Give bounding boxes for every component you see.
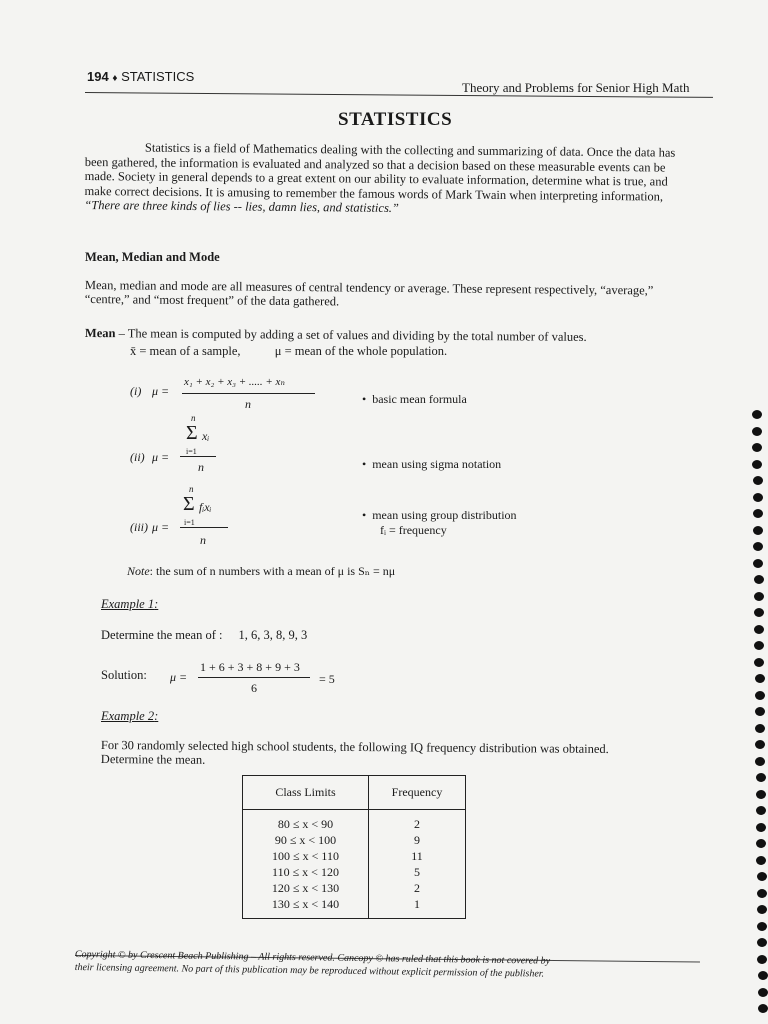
table-row: 1	[414, 897, 420, 911]
binding-hole	[753, 493, 763, 502]
formula-3-upper: n	[189, 484, 194, 494]
binding-hole	[753, 559, 763, 568]
binding-hole	[754, 625, 764, 634]
sigma-icon: Σ	[183, 493, 195, 515]
formula-3-number: (iii)	[130, 520, 148, 534]
note-text: : the sum of n numbers with a mean of μ is Sₙ = nμ	[149, 564, 396, 578]
formula-1-fraction-bar	[182, 393, 315, 394]
binding-hole	[756, 856, 766, 865]
solution-numerator: 1 + 6 + 3 + 8 + 9 + 3	[200, 660, 300, 674]
formula-2-lhs: μ =	[152, 450, 170, 464]
solution-label: Solution:	[101, 668, 147, 682]
twain-quote: “There are three kinds of lies -- lies, damn lies, and statistics.”	[84, 197, 400, 216]
binding-hole	[756, 839, 766, 848]
book-title: Theory and Problems for Senior High Math	[462, 80, 690, 95]
section-heading: Mean, Median and Mode	[85, 250, 220, 264]
binding-hole	[753, 476, 763, 485]
binding-hole	[757, 905, 767, 914]
formula-2-number: (ii)	[130, 450, 145, 464]
mean-symbols	[130, 344, 447, 359]
frequency-def: fᵢ = frequency	[380, 523, 447, 537]
binding-hole	[752, 460, 762, 469]
binding-hole	[754, 608, 764, 617]
binding-hole	[755, 691, 765, 700]
binding-hole	[757, 955, 767, 964]
table-header-frequency: Frequency	[369, 776, 466, 810]
formula-3-lhs: μ =	[152, 520, 170, 534]
mean-definition	[85, 326, 587, 345]
table-row: 9	[414, 833, 420, 847]
solution-mu: μ =	[170, 670, 188, 684]
formula-1-lhs: μ =	[152, 384, 170, 398]
table-row: 11	[411, 849, 423, 863]
table-header-class-limits: Class Limits	[243, 776, 369, 810]
central-tendency-paragraph: Mean, median and mode are all measures of central tendency or average. These represent respectively, “average,” “centre,” and “most frequent” of the data gathered.	[84, 278, 654, 309]
formula-3-term: fᵢxᵢ	[199, 500, 212, 514]
solution-result: = 5	[319, 672, 335, 686]
table-row: 120 ≤ x < 130	[271, 881, 340, 895]
formula-2-lower: i=1	[186, 447, 197, 456]
formula-1-denominator: n	[245, 397, 251, 411]
binding-hole	[754, 658, 764, 667]
binding-hole	[754, 592, 764, 601]
binding-hole	[758, 988, 768, 997]
formula-2-term: xᵢ	[202, 429, 210, 443]
formula-2-upper: n	[191, 413, 196, 423]
mean-text: – The mean is computed by adding a set of values and dividing by the total number of values.	[115, 326, 587, 344]
binding-hole	[752, 410, 762, 419]
class-limits-cell	[243, 810, 369, 919]
formula-2-denominator: n	[198, 460, 204, 474]
table-row: 80 ≤ x < 90	[277, 817, 334, 831]
table-row: 130 ≤ x < 140	[271, 897, 340, 911]
table-row: 2	[414, 881, 420, 895]
table-row: 5	[414, 865, 420, 879]
copyright-footer	[75, 948, 715, 983]
formula-2-fraction-bar	[180, 456, 216, 457]
binding-hole	[755, 707, 765, 716]
formula-3-denominator: n	[200, 533, 206, 547]
formula-1-numerator: x₁ + x₂ + x₃ + ..... + xₙ	[184, 376, 285, 388]
footer-line-2: their licensing agreement. No part of this publication may be reproduced without explicit permission of the publisher.	[74, 961, 545, 980]
binding-hole	[756, 773, 766, 782]
binding-hole	[754, 641, 764, 650]
population-mean: μ = mean of the whole population.	[274, 344, 448, 358]
binding-hole	[757, 889, 767, 898]
binding-hole	[752, 427, 762, 436]
solution-fraction-bar	[198, 677, 310, 678]
example-1-prompt: Determine the mean of : 1, 6, 3, 8, 9, 3	[101, 628, 308, 642]
example-2-text: For 30 randomly selected high school students, the following IQ frequency distribution was obtained. Determine the mean.	[100, 738, 609, 767]
example-1-values: 1, 6, 3, 8, 9, 3	[238, 628, 308, 642]
formula-1-number: (i)	[130, 384, 142, 398]
binding-hole	[756, 790, 766, 799]
formula-3-lower: i=1	[184, 518, 195, 527]
binding-hole	[755, 724, 765, 733]
binding-hole	[752, 443, 762, 452]
binding-hole	[758, 1004, 768, 1013]
binding-hole	[755, 674, 765, 683]
frequency-cell	[369, 810, 466, 919]
running-header-left	[87, 69, 194, 84]
formula-3-fraction-bar	[180, 527, 228, 528]
intro-text: Statistics is a field of Mathematics dealing with the collecting and summarizing of data. Once the data has been gathered, the information is evaluated and analyzed so that a decision based on these measurable events can be made. Society in general depends to a great extent on our ability to evaluate information, determine what is true, and make correct decisions. It is amusing to remember the famous words of Mark Twain when interpreting information,	[84, 140, 676, 204]
table-row: 100 ≤ x < 110	[272, 849, 339, 863]
table-row: 2	[414, 817, 420, 831]
formula-2-desc: • mean using sigma notation	[362, 457, 502, 471]
binding-hole	[757, 872, 767, 881]
table-row: 90 ≤ x < 100	[274, 833, 337, 847]
example-2-heading: Example 2:	[101, 709, 159, 723]
binding-hole	[757, 938, 767, 947]
mean-label: Mean	[84, 326, 116, 341]
solution-denominator: 6	[251, 681, 257, 695]
intro-paragraph	[84, 140, 695, 218]
formula-3-desc: • mean using group distribution	[362, 508, 517, 522]
binding-hole	[755, 757, 765, 766]
iq-frequency-table	[242, 775, 466, 919]
binding-hole	[756, 823, 766, 832]
binding-hole	[758, 971, 768, 980]
binding-hole	[755, 740, 765, 749]
note	[127, 564, 395, 579]
header-section: STATISTICS	[121, 69, 195, 84]
binding-hole	[753, 542, 763, 551]
example-1-heading: Example 1:	[101, 597, 159, 611]
binding-hole	[753, 509, 763, 518]
sigma-icon: Σ	[186, 422, 198, 444]
note-label: Note	[127, 564, 150, 578]
binding-hole	[754, 575, 764, 584]
footer-line-1: Copyright © by Crescent Beach Publishing – All rights reserved. Cancopy © has ruled that this book is not covered by	[74, 948, 551, 967]
formula-1-desc: • basic mean formula	[362, 392, 467, 406]
page-title: STATISTICS	[338, 109, 453, 130]
binding-hole	[753, 526, 763, 535]
binding-hole	[756, 806, 766, 815]
table-row: 110 ≤ x < 120	[272, 865, 339, 879]
page-number: 194	[87, 69, 109, 84]
binding-hole	[757, 922, 767, 931]
sample-mean: x̄ = mean of a sample,	[130, 344, 241, 358]
diamond-icon: ♦	[112, 73, 118, 84]
